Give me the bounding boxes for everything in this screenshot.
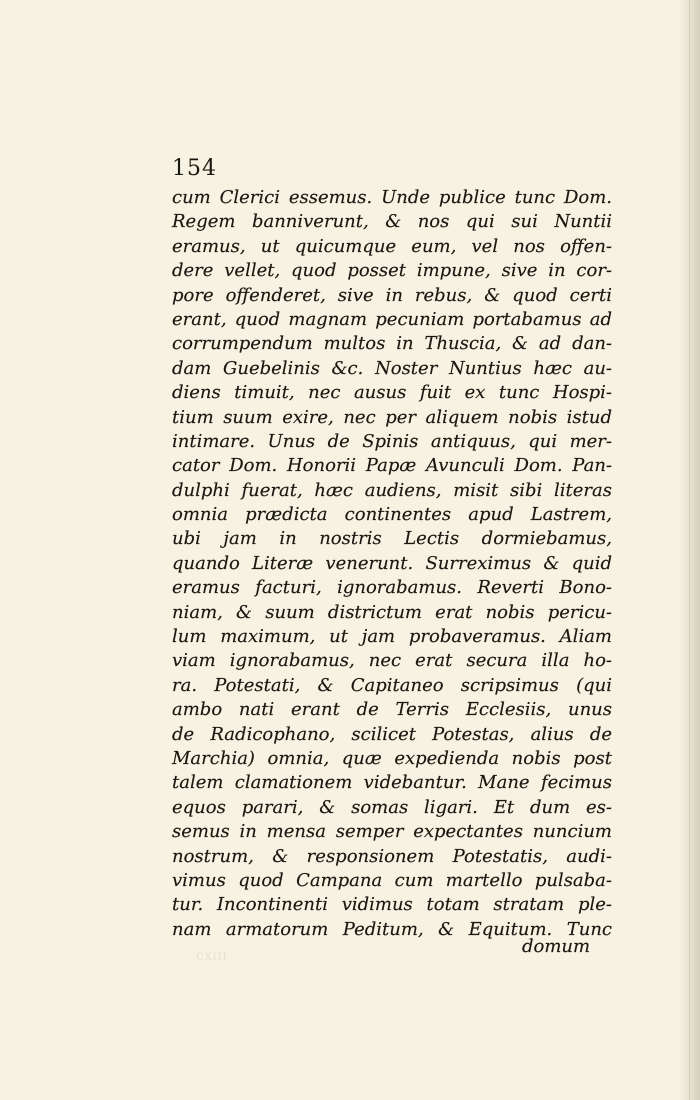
text-line: viam ignorabamus, nec erat secura illa ho- xyxy=(172,650,612,672)
text-line: cator Dom. Honorii Papæ Avunculi Dom. Pan- xyxy=(172,455,612,477)
text-line: niam, & suum districtum erat nobis pericu- xyxy=(172,601,612,623)
text-line: eramus, ut quicumque eum, vel nos offen- xyxy=(172,235,612,257)
text-line: vimus quod Campana cum martello pulsaba- xyxy=(172,869,612,891)
text-line: omnia prædicta continentes apud Lastrem, xyxy=(172,504,612,526)
text-line: dulphi fuerat, hæc audiens, misit sibi literas xyxy=(172,479,612,501)
catchword: domum xyxy=(522,936,591,957)
text-line: diens timuit, nec ausus fuit ex tunc Hospi- xyxy=(172,382,612,404)
text-line: ra. Potestati, & Capitaneo scripsimus (qui xyxy=(172,674,612,696)
text-line: Marchia) omnia, quæ expedienda nobis post xyxy=(172,747,612,769)
text-line: nostrum, & responsionem Potestatis, audi- xyxy=(172,845,612,867)
text-line: lum maximum, ut jam probaveramus. Aliam xyxy=(172,626,612,648)
text-line: corrumpendum multos in Thuscia, & ad dan- xyxy=(172,333,612,355)
text-line: talem clamationem videbantur. Mane fecimus xyxy=(172,772,612,794)
text-line: intimare. Unus de Spinis antiquus, qui mer- xyxy=(172,430,612,452)
text-line: tium suum exire, nec per aliquem nobis istud xyxy=(172,406,612,428)
text-line: eramus facturi, ignorabamus. Reverti Bono- xyxy=(172,577,612,599)
text-line: equos parari, & somas ligari. Et dum es- xyxy=(172,796,612,818)
text-line: Regem banniverunt, & nos qui sui Nuntii xyxy=(172,211,612,233)
text-line: pore offenderet, sive in rebus, & quod certi xyxy=(172,284,612,306)
text-line: de Radicophano, scilicet Potestas, alius de xyxy=(172,723,612,745)
text-line: quando Literæ venerunt. Surreximus & quid xyxy=(172,552,612,574)
text-line: dam Guebelinis &c. Noster Nuntius hæc au- xyxy=(172,357,612,379)
text-line: erant, quod magnam pecuniam portabamus ad xyxy=(172,308,612,330)
text-line: nam armatorum Peditum, & Equitum. Tunc xyxy=(172,918,612,940)
page-number: 154 xyxy=(172,156,217,181)
text-line: ambo nati erant de Terris Ecclesiis, unus xyxy=(172,699,612,721)
page-gutter-shadow xyxy=(678,0,700,1100)
body-text xyxy=(172,186,612,942)
text-line: cum Clerici essemus. Unde publice tunc Dom. xyxy=(172,187,612,208)
text-line: ubi jam in nostris Lectis dormiebamus, xyxy=(172,528,612,550)
text-line: dere vellet, quod posset impune, sive in cor- xyxy=(172,260,612,282)
text-line: tur. Incontinenti vidimus totam stratam ple- xyxy=(172,894,612,916)
show-through-text: CXIII xyxy=(196,952,228,963)
text-line: semus in mensa semper expectantes nuncium xyxy=(172,821,612,843)
